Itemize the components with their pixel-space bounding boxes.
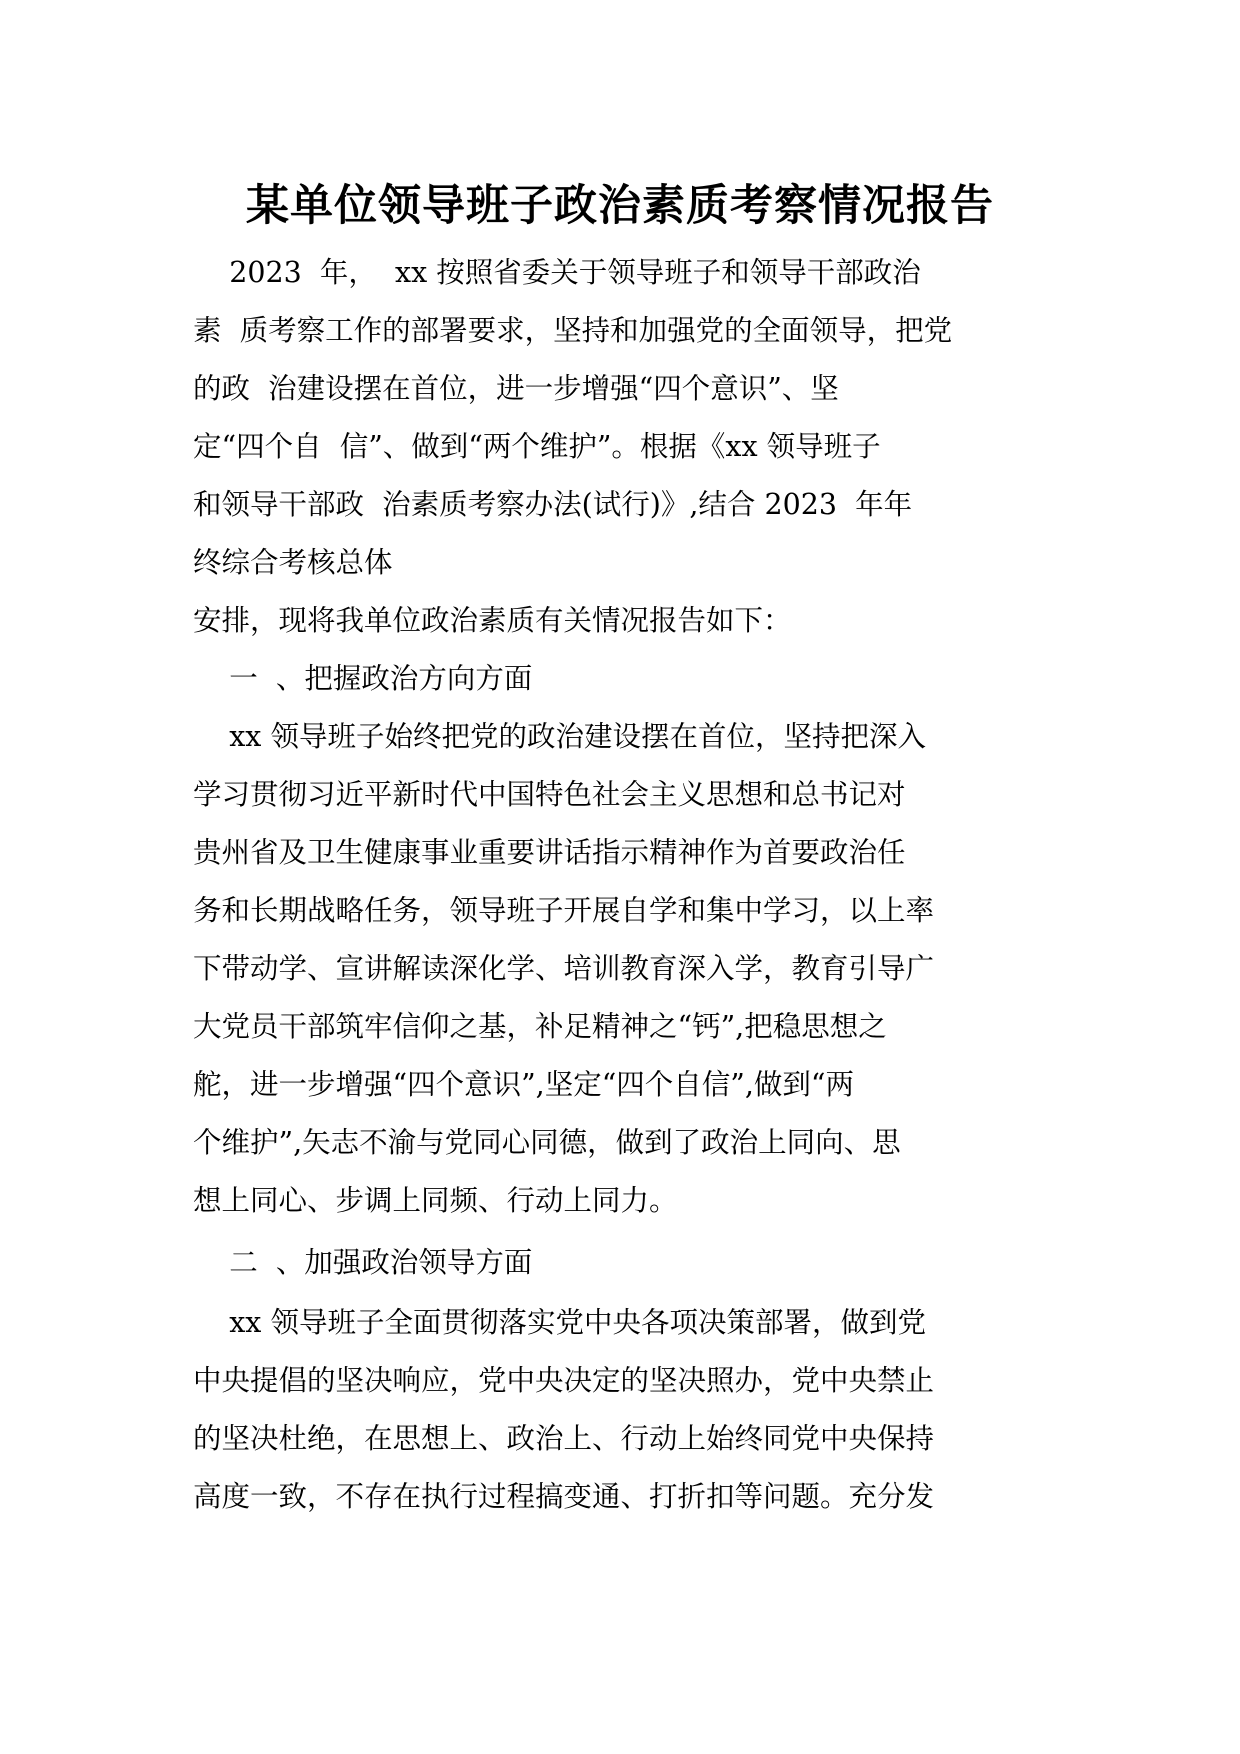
text-line: 定“四个自 信”、做到“两个维护”。根据《xx 领导班子 (193, 430, 881, 463)
text-line: 和领导干部政 治素质考察办法(试行)》,结合 2023 年年 (193, 488, 913, 521)
text-line: 下带动学、宣讲解读深化学、培训教育深入学，教育引导广 (193, 952, 935, 985)
text-line: 的政 治建设摆在首位，进一步增强“四个意识”、坚 (193, 372, 839, 405)
text-line: 想上同心、步调上同频、行动上同力。 (193, 1184, 678, 1217)
text-line: 贵州省及卫生健康事业重要讲话指示精神作为首要政治任 (193, 836, 906, 869)
text-line: 务和长期战略任务，领导班子开展自学和集中学习，以上率 (193, 894, 935, 927)
text-line: 个维护”,矢志不渝与党同心同德，做到了政治上同向、思 (193, 1126, 901, 1159)
text-line: 大党员干部筑牢信仰之基，补足精神之“钙”,把稳思想之 (193, 1010, 887, 1043)
text-line: 终综合考核总体 (193, 546, 393, 579)
document-title: 某单位领导班子政治素质考察情况报告 (246, 181, 994, 231)
text-line: 中央提倡的坚决响应，党中央决定的坚决照办，党中央禁止 (193, 1364, 935, 1397)
text-line: 舵，进一步增强“四个意识”,坚定“四个自信”,做到“两 (193, 1068, 854, 1101)
text-line: xx 领导班子全面贯彻落实党中央各项决策部署，做到党 (193, 1306, 926, 1339)
section-heading: 一 、把握政治方向方面 (193, 662, 533, 695)
text-line: 的坚决杜绝，在思想上、政治上、行动上始终同党中央保持 (193, 1422, 935, 1455)
text-line: 高度一致，不存在执行过程搞变通、打折扣等问题。充分发 (193, 1480, 935, 1513)
text-line: 学习贯彻习近平新时代中国特色社会主义思想和总书记对 (193, 778, 906, 811)
text-line: 2023 年， xx 按照省委关于领导班子和领导干部政治 (193, 256, 921, 289)
text-line: xx 领导班子始终把党的政治建设摆在首位，坚持把深入 (193, 720, 926, 753)
text-line: 安排，现将我单位政治素质有关情况报告如下： (193, 604, 792, 637)
text-line: 素 质考察工作的部署要求，坚持和加强党的全面领导，把党 (193, 314, 953, 347)
section-heading: 二 、加强政治领导方面 (193, 1246, 533, 1279)
